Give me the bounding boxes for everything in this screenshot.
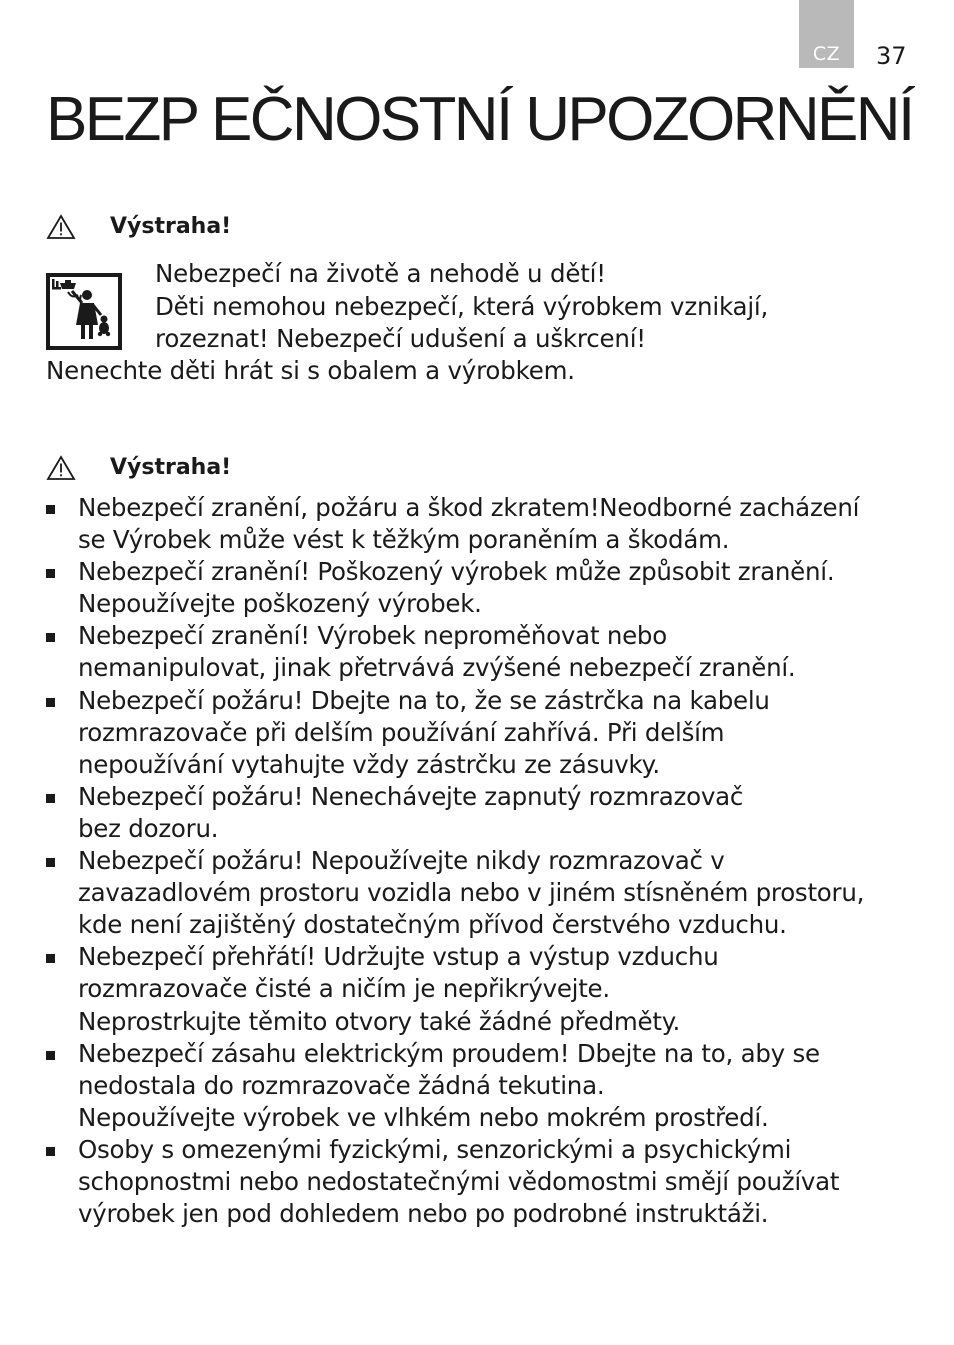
safety-warning-list: [46, 492, 916, 1230]
list-item-line: Nepoužívejte poškozený výrobek.: [78, 589, 482, 619]
bullet-icon: [46, 858, 55, 867]
list-item-line: nedostala do rozmrazovače žádná tekutina.: [78, 1070, 605, 1100]
list-item-line: se Výrobek může vést k těžkým poraněním a škodám.: [78, 525, 730, 555]
list-item-line: Osoby s omezenými fyzickými, senzorickými a psychickými: [78, 1134, 792, 1164]
list-item-line: zavazadlovém prostoru vozidla nebo v jiném stísněném prostoru,: [78, 878, 865, 908]
warning-triangle-icon: [46, 214, 76, 240]
bullet-icon: [46, 505, 55, 514]
bullet-icon: [46, 633, 55, 642]
bullet-icon: [46, 1147, 55, 1156]
language-tab-label: CZ: [812, 43, 841, 65]
list-item-line: Neprostrkujte těmito otvory také žádné předměty.: [78, 1006, 680, 1036]
warning-triangle-icon: [46, 455, 76, 481]
warning-label: Výstraha!: [110, 214, 232, 239]
bullet-icon: [46, 954, 55, 963]
list-item: [46, 685, 916, 781]
list-item-line: Nebezpečí požáru! Nepoužívejte nikdy rozmrazovač v: [78, 846, 725, 876]
bullet-icon: [46, 1051, 55, 1060]
list-item-line: Nebezpečí zranění, požáru a škod zkratem!Neodborné zacházení: [78, 493, 860, 522]
list-item-line: Nebezpečí zranění! Poškozený výrobek může způsobit zranění.: [78, 557, 835, 587]
page-number: 37: [876, 42, 907, 70]
list-item-line: bez dozoru.: [78, 813, 219, 843]
child-danger-icon: [46, 273, 122, 350]
warning-label: Výstraha!: [110, 455, 232, 480]
list-item: [46, 941, 916, 1037]
list-item-line: Nepoužívejte výrobek ve vlhkém nebo mokrém prostředí.: [78, 1102, 769, 1132]
bullet-icon: [46, 794, 55, 803]
page-title: BEZP EČNOSTNÍ UPOZORNĚNÍ: [46, 85, 913, 154]
list-item-line: rozmrazovače při delším používání zahřívá. Při delším: [78, 717, 725, 747]
list-item: [46, 556, 916, 620]
warning-heading-1: [46, 211, 232, 243]
intro-line-4: Nenechte děti hrát si s obalem a výrobkem.: [46, 356, 575, 385]
list-item-line: nepoužívání vytahujte vždy zástrčku ze zásuvky.: [78, 749, 660, 779]
list-item-line: schopnostmi nebo nedostatečnými vědomostmi smějí používat: [78, 1166, 840, 1196]
list-item: [46, 620, 916, 684]
list-item-line: Nebezpečí zásahu elektrickým proudem! Dbejte na to, aby se: [78, 1038, 820, 1068]
list-item: [46, 781, 916, 845]
intro-line-3: rozeznat! Nebezpečí udušení a uškrcení!: [155, 324, 646, 353]
bullet-icon: [46, 698, 55, 707]
list-item-line: Nebezpečí přehřátí! Udržujte vstup a výstup vzduchu: [78, 942, 719, 972]
warning-heading-2: [46, 452, 232, 484]
list-item: [46, 492, 916, 556]
intro-line-1: Nebezpečí na životě a nehodě u dětí!: [155, 259, 606, 288]
list-item-line: výrobek jen pod dohledem nebo po podrobné instruktáži.: [78, 1199, 769, 1229]
list-item: [46, 1038, 916, 1134]
list-item: [46, 845, 916, 941]
list-item-line: Nebezpečí zranění! Výrobek neproměňovat nebo: [78, 621, 667, 651]
language-tab: [799, 0, 854, 68]
bullet-icon: [46, 569, 55, 578]
list-item: [46, 1134, 916, 1230]
list-item-line: Nebezpečí požáru! Dbejte na to, že se zástrčka na kabelu: [78, 685, 770, 715]
list-item-line: rozmrazovače čisté a ničím je nepřikrývejte.: [78, 974, 610, 1004]
list-item-line: kde není zajištěný dostatečným přívod čerstvého vzduchu.: [78, 910, 787, 940]
list-item-line: Nebezpečí požáru! Nenechávejte zapnutý rozmrazovač: [78, 781, 744, 811]
intro-line-2: Děti nemohou nebezpečí, která výrobkem vznikají,: [155, 292, 769, 321]
list-item-line: nemanipulovat, jinak přetrvává zvýšené nebezpečí zranění.: [78, 653, 796, 683]
